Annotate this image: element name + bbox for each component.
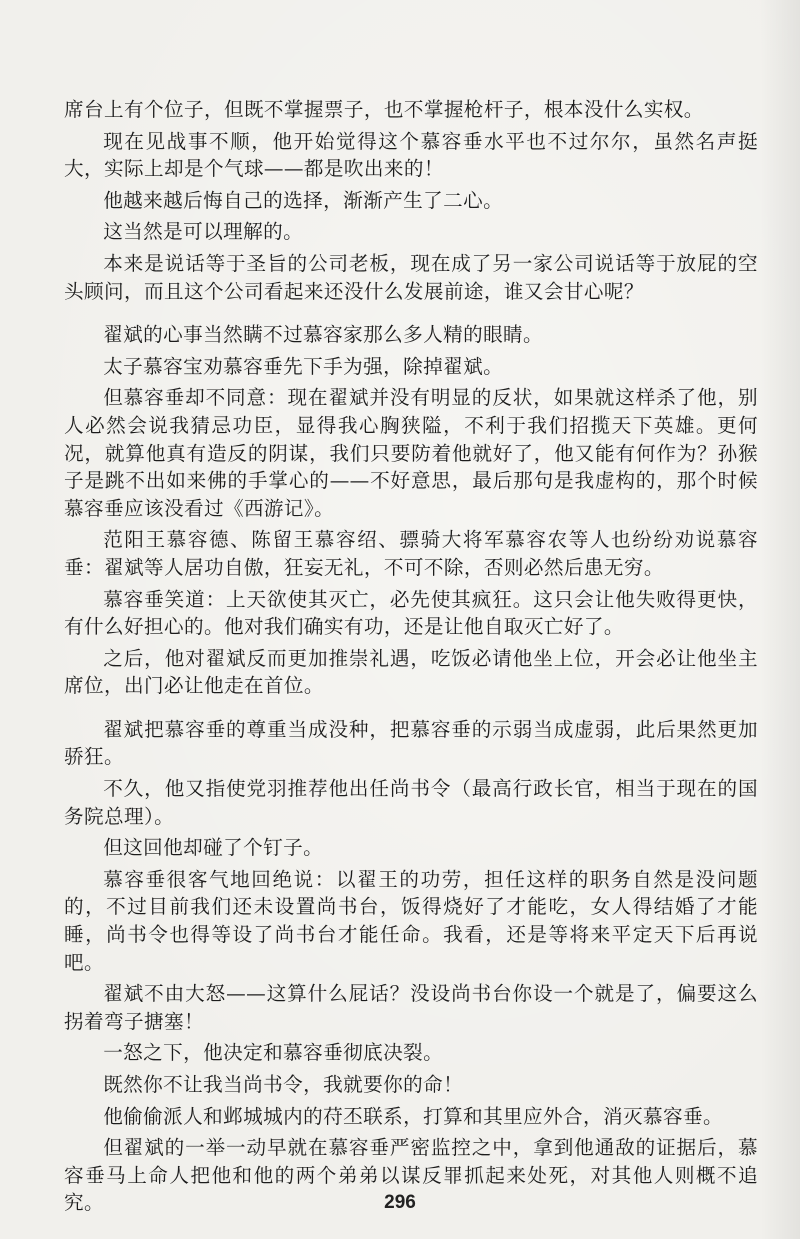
- paragraph: 本来是说话等于圣旨的公司老板，现在成了另一家公司说话等于放屁的空头顾问，而且这个公司看起来还没什么发展前途，谁又会甘心呢？: [64, 251, 758, 303]
- paragraph: 但翟斌的一举一动早就在慕容垂严密监控之中，拿到他通敌的证据后，慕容垂马上命人把他和他的两个弟弟以谋反罪抓起来处死，对其他人则概不追究。: [64, 1136, 758, 1215]
- page-body: [64, 96, 758, 1221]
- paragraph: 翟斌不由大怒——这算什么屁话？没设尚书台你设一个就是了，偏要这么拐着弯子搪塞！: [64, 982, 758, 1033]
- paragraph: 现在见战事不顺，他开始觉得这个慕容垂水平也不过尔尔，虽然名声挺大，实际上却是个气球——都是吹出来的！: [64, 129, 758, 181]
- paragraph: 他越来越后悔自己的选择，渐渐产生了二心。: [103, 188, 504, 212]
- paragraph: 慕容垂很客气地回绝说：以翟王的功劳，担任这样的职务自然是没问题的，不过目前我们还未设置尚书台，饭得烧好了才能吃，女人得结婚了才能睡，尚书令也得等设了尚书台才能任命。我看，还是等将来平定天下后再说吧。: [64, 867, 758, 974]
- paragraph: 既然你不让我当尚书令，我就要你的命！: [103, 1073, 464, 1096]
- paragraph: 一怒之下，他决定和慕容垂彻底决裂。: [103, 1041, 444, 1065]
- paragraph: 席台上有个位子，但既不掌握票子，也不掌握枪杆子，根本没什么实权。: [64, 98, 704, 121]
- paragraph: 之后，他对翟斌反而更加推崇礼遇，吃饭必请他坐上位，开会必让他坐主席位，出门必让他走在首位。: [64, 646, 758, 698]
- paragraph: 范阳王慕容德、陈留王慕容绍、骠骑大将军慕容农等人也纷纷劝说慕容垂：翟斌等人居功自傲，狂妄无礼，不可不除，否则必然后患无穷。: [64, 528, 758, 579]
- page-number: 296: [384, 1192, 416, 1213]
- paragraph: 不久，他又指使党羽推荐他出任尚书令（最高行政长官，相当于现在的国务院总理）。: [64, 777, 758, 828]
- page-edge-shadow: [760, 0, 800, 1239]
- paragraph: 但慕容垂却不同意：现在翟斌并没有明显的反状，如果就这样杀了他，别人必然会说我猜忌功臣，显得我心胸狭隘，不利于我们招揽天下英雄。更何况，就算他真有造反的阴谋，我们只要防着他就好了，他又能有何作为？孙猴子是跳不出如来佛的手掌心的——不好意思，最后那句是我虚构的，那个时候慕容垂应该没看过《西游记》。: [64, 386, 758, 520]
- paragraph: 翟斌的心事当然瞒不过慕容家那么多人精的眼睛。: [103, 323, 544, 347]
- paragraph: 他偷偷派人和邺城城内的苻丕联系，打算和其里应外合，消灭慕容垂。: [103, 1104, 723, 1128]
- paragraph: 但这回他却碰了个钉子。: [103, 836, 324, 860]
- paragraph: 翟斌把慕容垂的尊重当成没种，把慕容垂的示弱当成虚弱，此后果然更加骄狂。: [64, 717, 758, 769]
- paragraph: 慕容垂笑道：上天欲使其灭亡，必先使其疯狂。这只会让他失败得更快，有什么好担心的。他对我们确实有功，还是让他自取灭亡好了。: [64, 587, 758, 639]
- paragraph: 这当然是可以理解的。: [103, 220, 304, 244]
- paragraph: 太子慕容宝劝慕容垂先下手为强，除掉翟斌。: [103, 354, 504, 378]
